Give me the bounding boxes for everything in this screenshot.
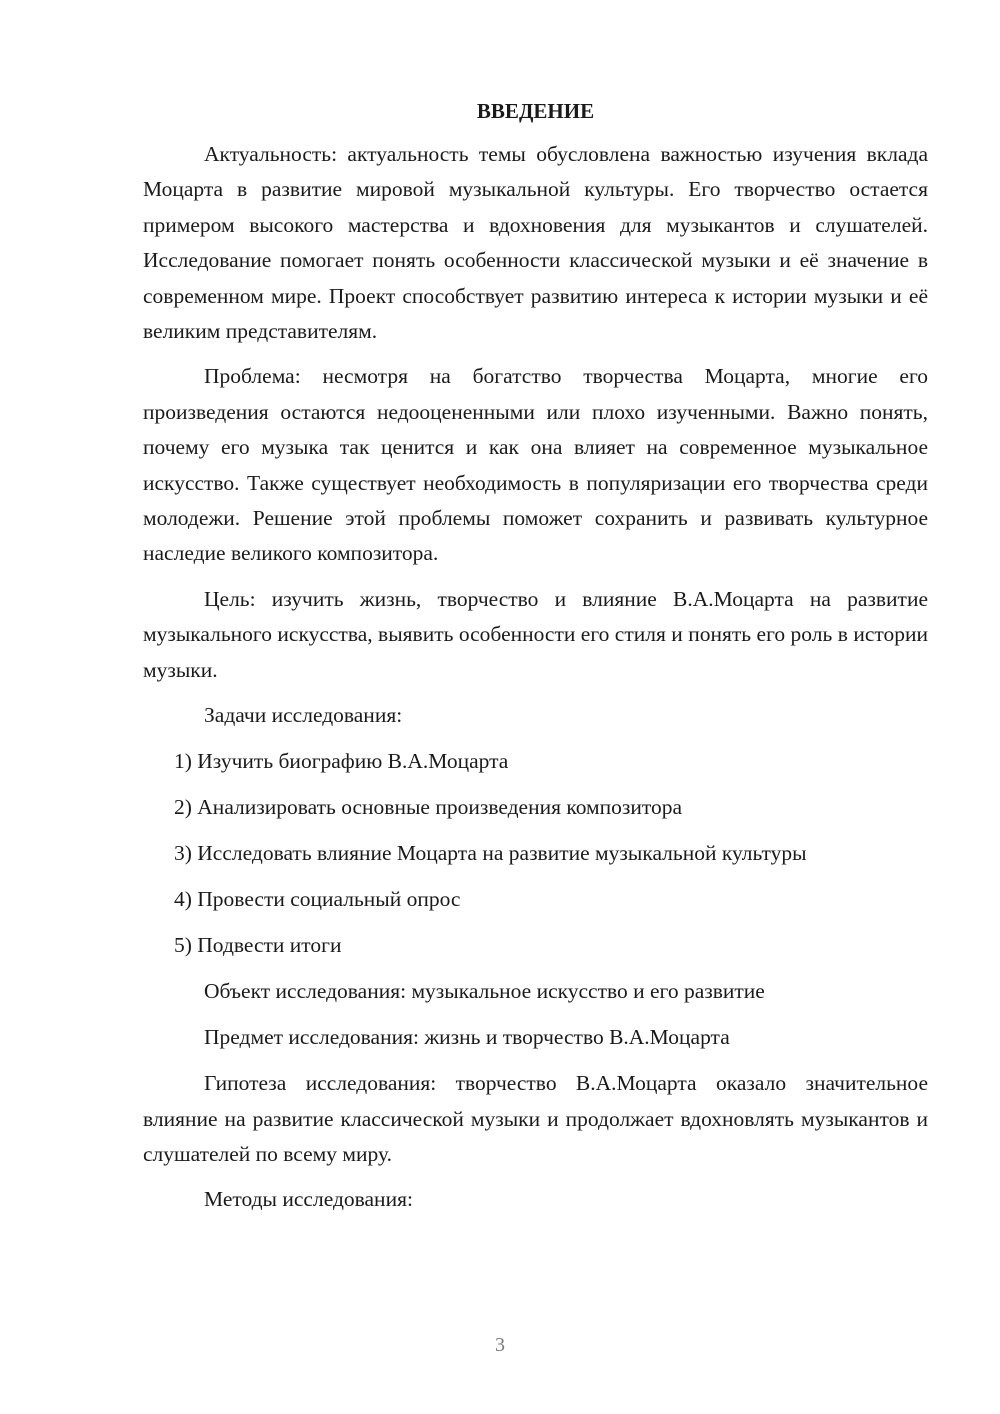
research-object-paragraph: Объект исследования: музыкальное искусство и его развитие [204,979,765,1004]
methods-heading: Методы исследования: [204,1187,413,1212]
goal-paragraph: Цель: изучить жизнь, творчество и влияние В.А.Моцарта на развитие музыкального искусства, выявить особенности его стиля и понять его роль в истории музыки. [143,586,928,682]
problem-paragraph: Проблема: несмотря на богатство творчества Моцарта, многие его произведения остаются недооцененными или плохо изученными. Важно понять, почему его музыка так ценится и как она влияет на современное музыкальное искусство. Также существует необходимость в популяризации его творчества среди молодежи. Решение этой проблемы поможет сохранить и развивать культурное наследие великого композитора. [143,364,928,566]
hypothesis-paragraph: Гипотеза исследования: творчество В.А.Моцарта оказало значительное влияние на развитие классической музыки и продолжает вдохновлять музыкантов и слушателей по всему миру. [143,1071,928,1166]
tasks-heading: Задачи исследования: [204,703,403,728]
list-item: 3) Исследовать влияние Моцарта на развитие музыкальной культуры [174,841,807,866]
list-item: 1) Изучить биографию В.А.Моцарта [174,749,509,774]
tasks-list [143,744,928,963]
list-item: 2) Анализировать основные произведения композитора [174,795,683,820]
document-page [143,97,928,1228]
research-subject-paragraph: Предмет исследования: жизнь и творчество В.А.Моцарта [204,1025,730,1050]
page-title: ВВЕДЕНИЕ [476,99,595,123]
page-number: 3 [495,1334,505,1356]
relevance-paragraph: Актуальность: актуальность темы обусловлена важностью изучения вклада Моцарта в развитие мировой музыкальной культуры. Его творчество остается примером высокого мастерства и вдохновения для музыкантов и слушателей. Исследование помогает понять особенности классической музыки и её значение в современном мире. Проект способствует развитию интереса к истории музыки и её великим представителям. [143,142,928,344]
list-item: 4) Провести социальный опрос [174,887,461,912]
list-item: 5) Подвести итоги [174,933,342,958]
